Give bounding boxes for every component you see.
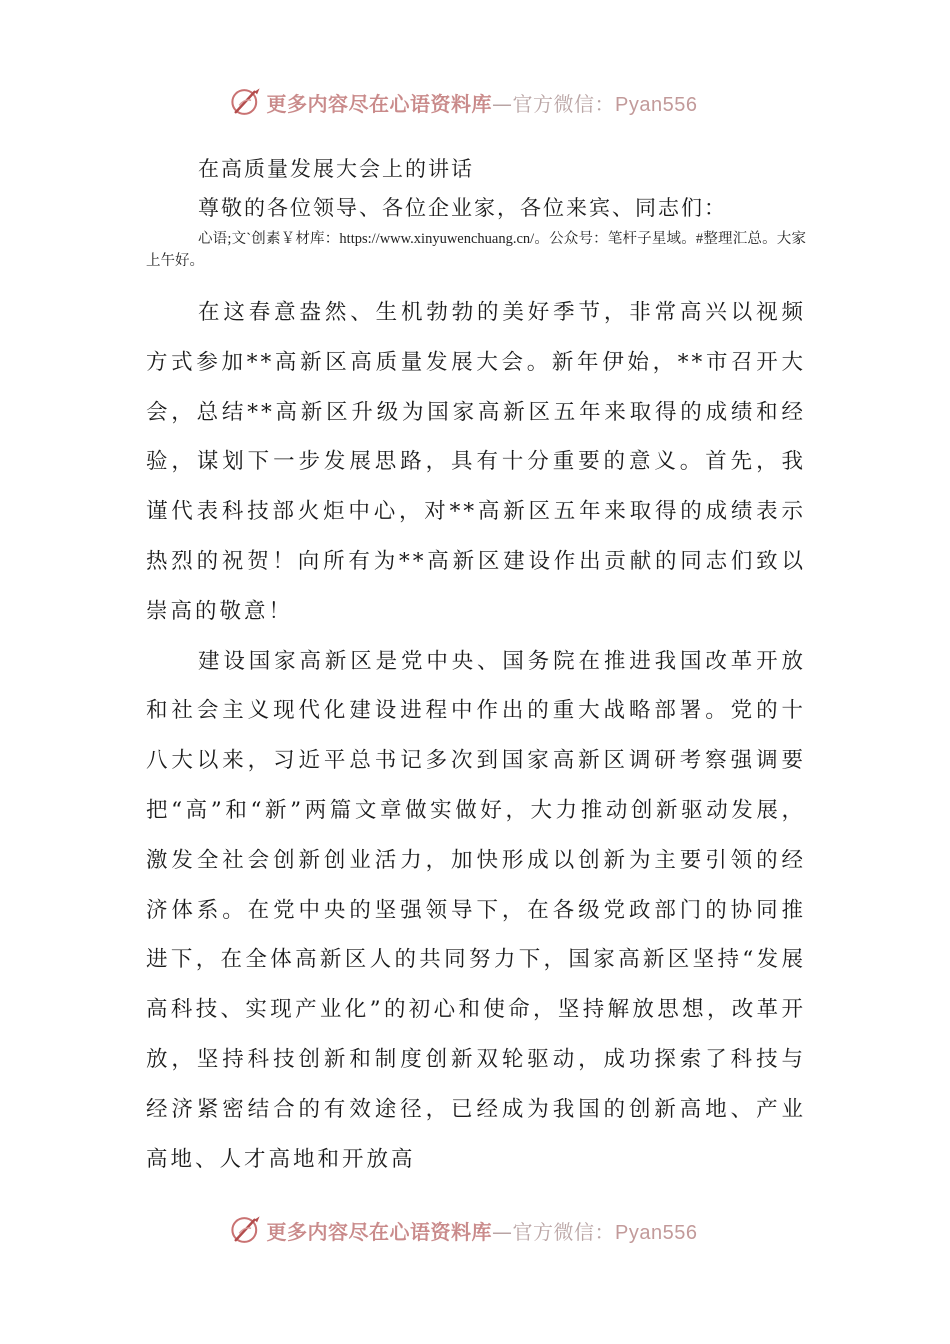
paragraph-1: 在这春意盎然、生机勃勃的美好季节，非常高兴以视频方式参加**高新区高质量发展大会。新年伊始，**市召开大会，总结**高新区升级为国家高新区五年来取得的成绩和经验，谋划下一步发展思路，具有十分重要的意义。首先，我谨代表科技部火炬中心，对**高新区五年来取得的成绩表示热烈的祝贺！向所有为**高新区建设作出贡献的同志们致以崇高的敬意！ [146,300,806,624]
document-title: 在高质量发展大会上的讲话 [198,157,474,181]
document-body [146,150,806,1184]
watermark-separator: — [492,91,513,116]
paragraph-2: 建设国家高新区是党中央、国务院在推进我国改革开放和社会主义现代化建设进程中作出的重大战略部署。党的十八大以来，习近平总书记多次到国家高新区调研考察强调要把“高”和“新”两篇文章做实做好，大力推动创新驱动发展，激发全社会创新创业活力，加快形成以创新为主要引领的经济体系。在党中央的坚强领导下，在各级党政部门的协同推进下，在全体高新区人的共同努力下，国家高新区坚持“发展高科技、实现产业化”的初心和使命，坚持解放思想，改革开放，坚持科技创新和制度创新双轮驱动，成功探索了科技与经济紧密结合的有效途径，已经成为我国的创新高地、产业高地、人才高地和开放高 [146,648,806,1172]
watermark-wechat-id: Pyan556 [615,93,698,116]
watermark-wechat-id: Pyan556 [615,1221,698,1244]
pen-logo-icon [229,85,263,119]
watermark-text [267,88,698,117]
watermark-lead: 更多内容尽在心语资料库 [266,91,493,116]
watermark-text [267,1216,698,1245]
watermark-separator: — [492,1219,513,1244]
watermark-official: 官方微信： [512,91,616,116]
footer-watermark-banner [0,1210,950,1250]
header-watermark-banner [0,82,950,122]
source-note: 心语;文`创素￥材库：https://www.xinyuwenchuang.cn/。公众号：笔杆子星域。#整理汇总。大家上午好。 [146,231,806,269]
watermark-official: 官方微信： [512,1219,616,1244]
greeting-line: 尊敬的各位领导、各位企业家，各位来宾、同志们： [198,196,727,220]
watermark-lead: 更多内容尽在心语资料库 [266,1219,493,1244]
pen-logo-icon [229,1213,263,1247]
